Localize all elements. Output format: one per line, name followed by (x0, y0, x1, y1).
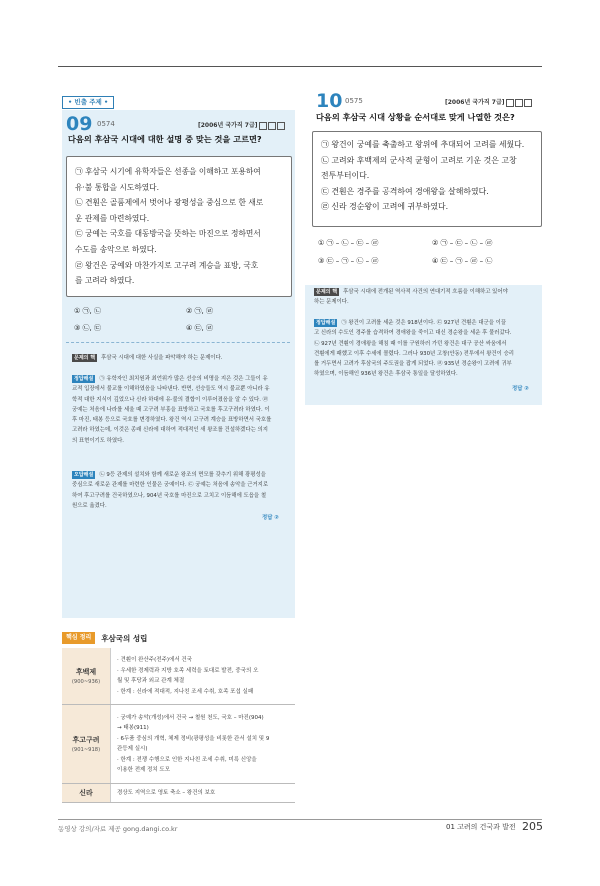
explanation-label: 정답해설 (74, 376, 94, 382)
choice-1[interactable]: ① ㉠, ㉡ (74, 307, 101, 315)
question-source: [2006년 국가직 7급] (445, 97, 532, 107)
question-text: 다음의 후삼국 시대 상황을 순서대로 맞게 나열한 것은? (316, 112, 515, 122)
choice-4[interactable]: ④ ㉢, ㉣ (186, 324, 213, 332)
question-source: [2006년 국가직 7급] (198, 120, 285, 130)
table-row (62, 705, 295, 784)
explanation-line: 교적 입장에서 불교를 이해하였음을 나타낸다. 반면, 선승들도 역시 불교뿐 아니라 유 (72, 386, 270, 393)
explanation-line: 하였으며, 이듬해인 936년 왕건은 후삼국 통일을 달성하였다. (314, 371, 458, 378)
option-line: 유·불 통합을 시도하였다. (75, 182, 160, 192)
option-line: ㉡ 고려와 후백제의 군사적 균형이 고려로 기운 것은 고창 (321, 155, 517, 165)
option-line: 수도를 송악으로 하였다. (75, 244, 157, 254)
wrong-line: 중심으로 새로운 관제를 마련한 인물은 궁예이다. ㉢ 궁예는 처음에 송악을 근거지로 (72, 482, 269, 489)
row-key: 후백제 (900~936) (62, 648, 111, 705)
option-line: ㉣ 신라 경순왕이 고려에 귀부하였다. (321, 202, 449, 211)
frequent-topic-tag: • 빈출 주제 • (62, 96, 114, 109)
wrong-line: 하여 후고구려를 건국하였으나, 904년 국호를 마진으로 고치고 이듬해에 도읍을 철 (72, 492, 267, 499)
explanation-label: 정답해설 (316, 320, 336, 326)
option-line: ㉢ 견훤은 경주를 공격하여 경애왕을 살해하였다. (321, 186, 489, 196)
option-line: 전투부터이다. (321, 171, 370, 180)
explanation-line: 궁예는 처음에 나라를 세울 때 고구려 부흥을 표방하고 국호를 후고구려라 하였다. 이 (72, 406, 270, 413)
row-key: 후고구려 (901~918) (62, 705, 111, 784)
analysis (72, 353, 290, 363)
row-value: · 궁예가 송악(개성)에서 건국 → 철원 천도, 국호 – 마진(904) → 태봉(911) · 6두품 중심의 개혁, 체제 정비(광평성을 비롯한 관서 설치 및 9 관등제 실시) · 한계 : 전쟁 수행으로 인한 지나친 조세 수취, 미륵 신앙을 이용한 전제 정치 도모 (111, 705, 296, 784)
summary-title: 후삼국의 성립 (101, 633, 148, 643)
question-code: 0574 (97, 120, 115, 128)
option-line: ㉣ 왕건은 궁예와 마찬가지로 고구려 계승을 표방, 국호 (75, 260, 259, 270)
wrong-explanation (72, 470, 290, 511)
analysis-label: 문제의 핵 (74, 355, 96, 361)
checkbox-icon[interactable] (277, 122, 285, 130)
explanation-line: 고려라 하였는데, 이것은 종래 신라에 대하여 적대적인 새 왕조를 건설하겠다는 의지 (72, 427, 268, 434)
analysis-text: 후삼국 시대에 대한 사실을 파악해야 하는 문제이다. (101, 355, 223, 361)
explanation-line: 의 표현이기도 하였다. (72, 437, 125, 444)
question-code: 0575 (345, 97, 363, 105)
top-divider (58, 66, 542, 67)
checkbox-icon[interactable] (259, 122, 267, 130)
summary-tag: 핵심 정리 (62, 632, 95, 644)
answer: 정답 ② (512, 386, 529, 392)
page-number: 205 (522, 820, 543, 833)
options-box (66, 156, 292, 297)
checkbox-icon[interactable] (524, 99, 532, 107)
summary-header (62, 632, 147, 644)
explanation-line: 견훤에게 패했고 이후 수세에 몰렸다. 그러나 930년 고창(안동) 전투에서 왕건이 승리 (314, 350, 514, 357)
options-box (312, 131, 542, 227)
explanation-line: 후 마진, 태봉 등으로 국호를 변경하였다. 왕건 역시 고구려 계승을 표방하면서 국호를 (72, 417, 272, 424)
explanation-line: ㉡ 927년 견훤이 경애왕을 해침 때 이를 구원하러 가던 왕건은 대구 공산 싸움에서 (314, 340, 507, 347)
row-value: 경상도 지역으로 영토 축소 – 왕건의 보호 (111, 784, 296, 803)
analysis (314, 287, 540, 308)
analysis-line: 후삼국 시대에 전개된 역사적 사건의 연대기적 흐름을 이해하고 있어야 (343, 289, 508, 295)
option-line: ㉢ 궁예는 국호를 대동방국을 뜻하는 마진으로 정하면서 (75, 229, 261, 239)
explanation (314, 318, 540, 380)
question-number: 09 (66, 113, 93, 135)
explanation-line: 학적 대한 지식이 깊었으나 신라 하대에 유·불의 결합이 이루어졌음을 알 수 있다. ㉣ (72, 396, 269, 403)
explanation-line: 고 신라의 수도인 경주를 습격하여 경애왕을 죽이고 대신 경순왕을 세운 후 물러갔다. (314, 330, 512, 337)
checkbox-icon[interactable] (268, 122, 276, 130)
explanation-line: ㉠ 유학자인 최치원과 최언위가 많은 선승의 비명을 지은 것은 그들이 유 (99, 376, 268, 382)
question-number: 10 (316, 90, 343, 112)
explanation (72, 374, 290, 446)
choice-4[interactable]: ④ ㉢ – ㉠ – ㉣ – ㉡ (432, 257, 493, 265)
wrong-line: ㉡ 9등 관제의 설치와 함께 새로운 왕조의 면모를 갖추기 위해 광평성을 (99, 472, 266, 478)
question-text: 다음의 후삼국 시대에 대한 설명 중 맞는 것을 고르면? (68, 134, 262, 144)
row-key: 신라 (62, 784, 111, 803)
option-line: 를 고려라 하였다. (75, 276, 135, 286)
option-line: ㉡ 견훤은 골품제에서 벗어나 광평성을 중심으로 한 새로 (75, 198, 264, 208)
footer-chapter: 01 고려의 건국과 발전 (446, 823, 516, 831)
answer: 정답 ② (262, 515, 279, 521)
wrong-explanation-label: 오답해설 (74, 472, 94, 478)
summary-table (62, 648, 295, 803)
analysis-line: 하는 문제이다. (314, 299, 349, 306)
table-row (62, 784, 295, 803)
checkbox-icon[interactable] (506, 99, 514, 107)
table-row (62, 648, 295, 705)
footer-site[interactable]: 동영상 강의/자료 제공 gong.dangi.co.kr (58, 825, 178, 833)
explanation-line: ㉠ 왕건이 고려를 세운 것은 918년이다. ㉢ 927년 견훤은 대군을 이끌 (341, 320, 507, 326)
explanation-line: 를 거두면서 고려가 후삼국의 주도권을 잡게 되었다. ㉣ 935년 경순왕이 고려에 귀부 (314, 361, 512, 368)
option-line: ㉠ 왕건이 궁예를 축출하고 왕위에 추대되어 고려를 세웠다. (321, 140, 525, 149)
footer-divider (58, 819, 542, 820)
choice-1[interactable]: ① ㉠ – ㉡ – ㉢ – ㉣ (318, 239, 379, 247)
divider (66, 342, 290, 343)
option-line: 운 관제를 마련하였다. (75, 213, 150, 223)
choice-2[interactable]: ② ㉠, ㉣ (186, 307, 213, 315)
choice-2[interactable]: ② ㉠ – ㉢ – ㉡ – ㉣ (432, 239, 493, 247)
wrong-line: 원으로 옮겼다. (72, 502, 107, 509)
choice-3[interactable]: ③ ㉡, ㉢ (74, 324, 101, 332)
checkbox-icon[interactable] (515, 99, 523, 107)
choice-3[interactable]: ③ ㉢ – ㉠ – ㉡ – ㉣ (318, 257, 379, 265)
row-value: · 견훤이 완산주(전주)에서 건국 · 우세한 경제력과 지방 호족 세력을 토대로 발전, 중국의 오 월 및 후당과 외교 관계 체결 · 한계 : 신라에 적대적, 지나친 조세 수취, 호족 포섭 실패 (111, 648, 296, 705)
analysis-label: 문제의 핵 (316, 289, 338, 295)
option-line: ㉠ 후삼국 시기에 유학자들은 선종을 이해하고 포용하여 (75, 167, 261, 176)
